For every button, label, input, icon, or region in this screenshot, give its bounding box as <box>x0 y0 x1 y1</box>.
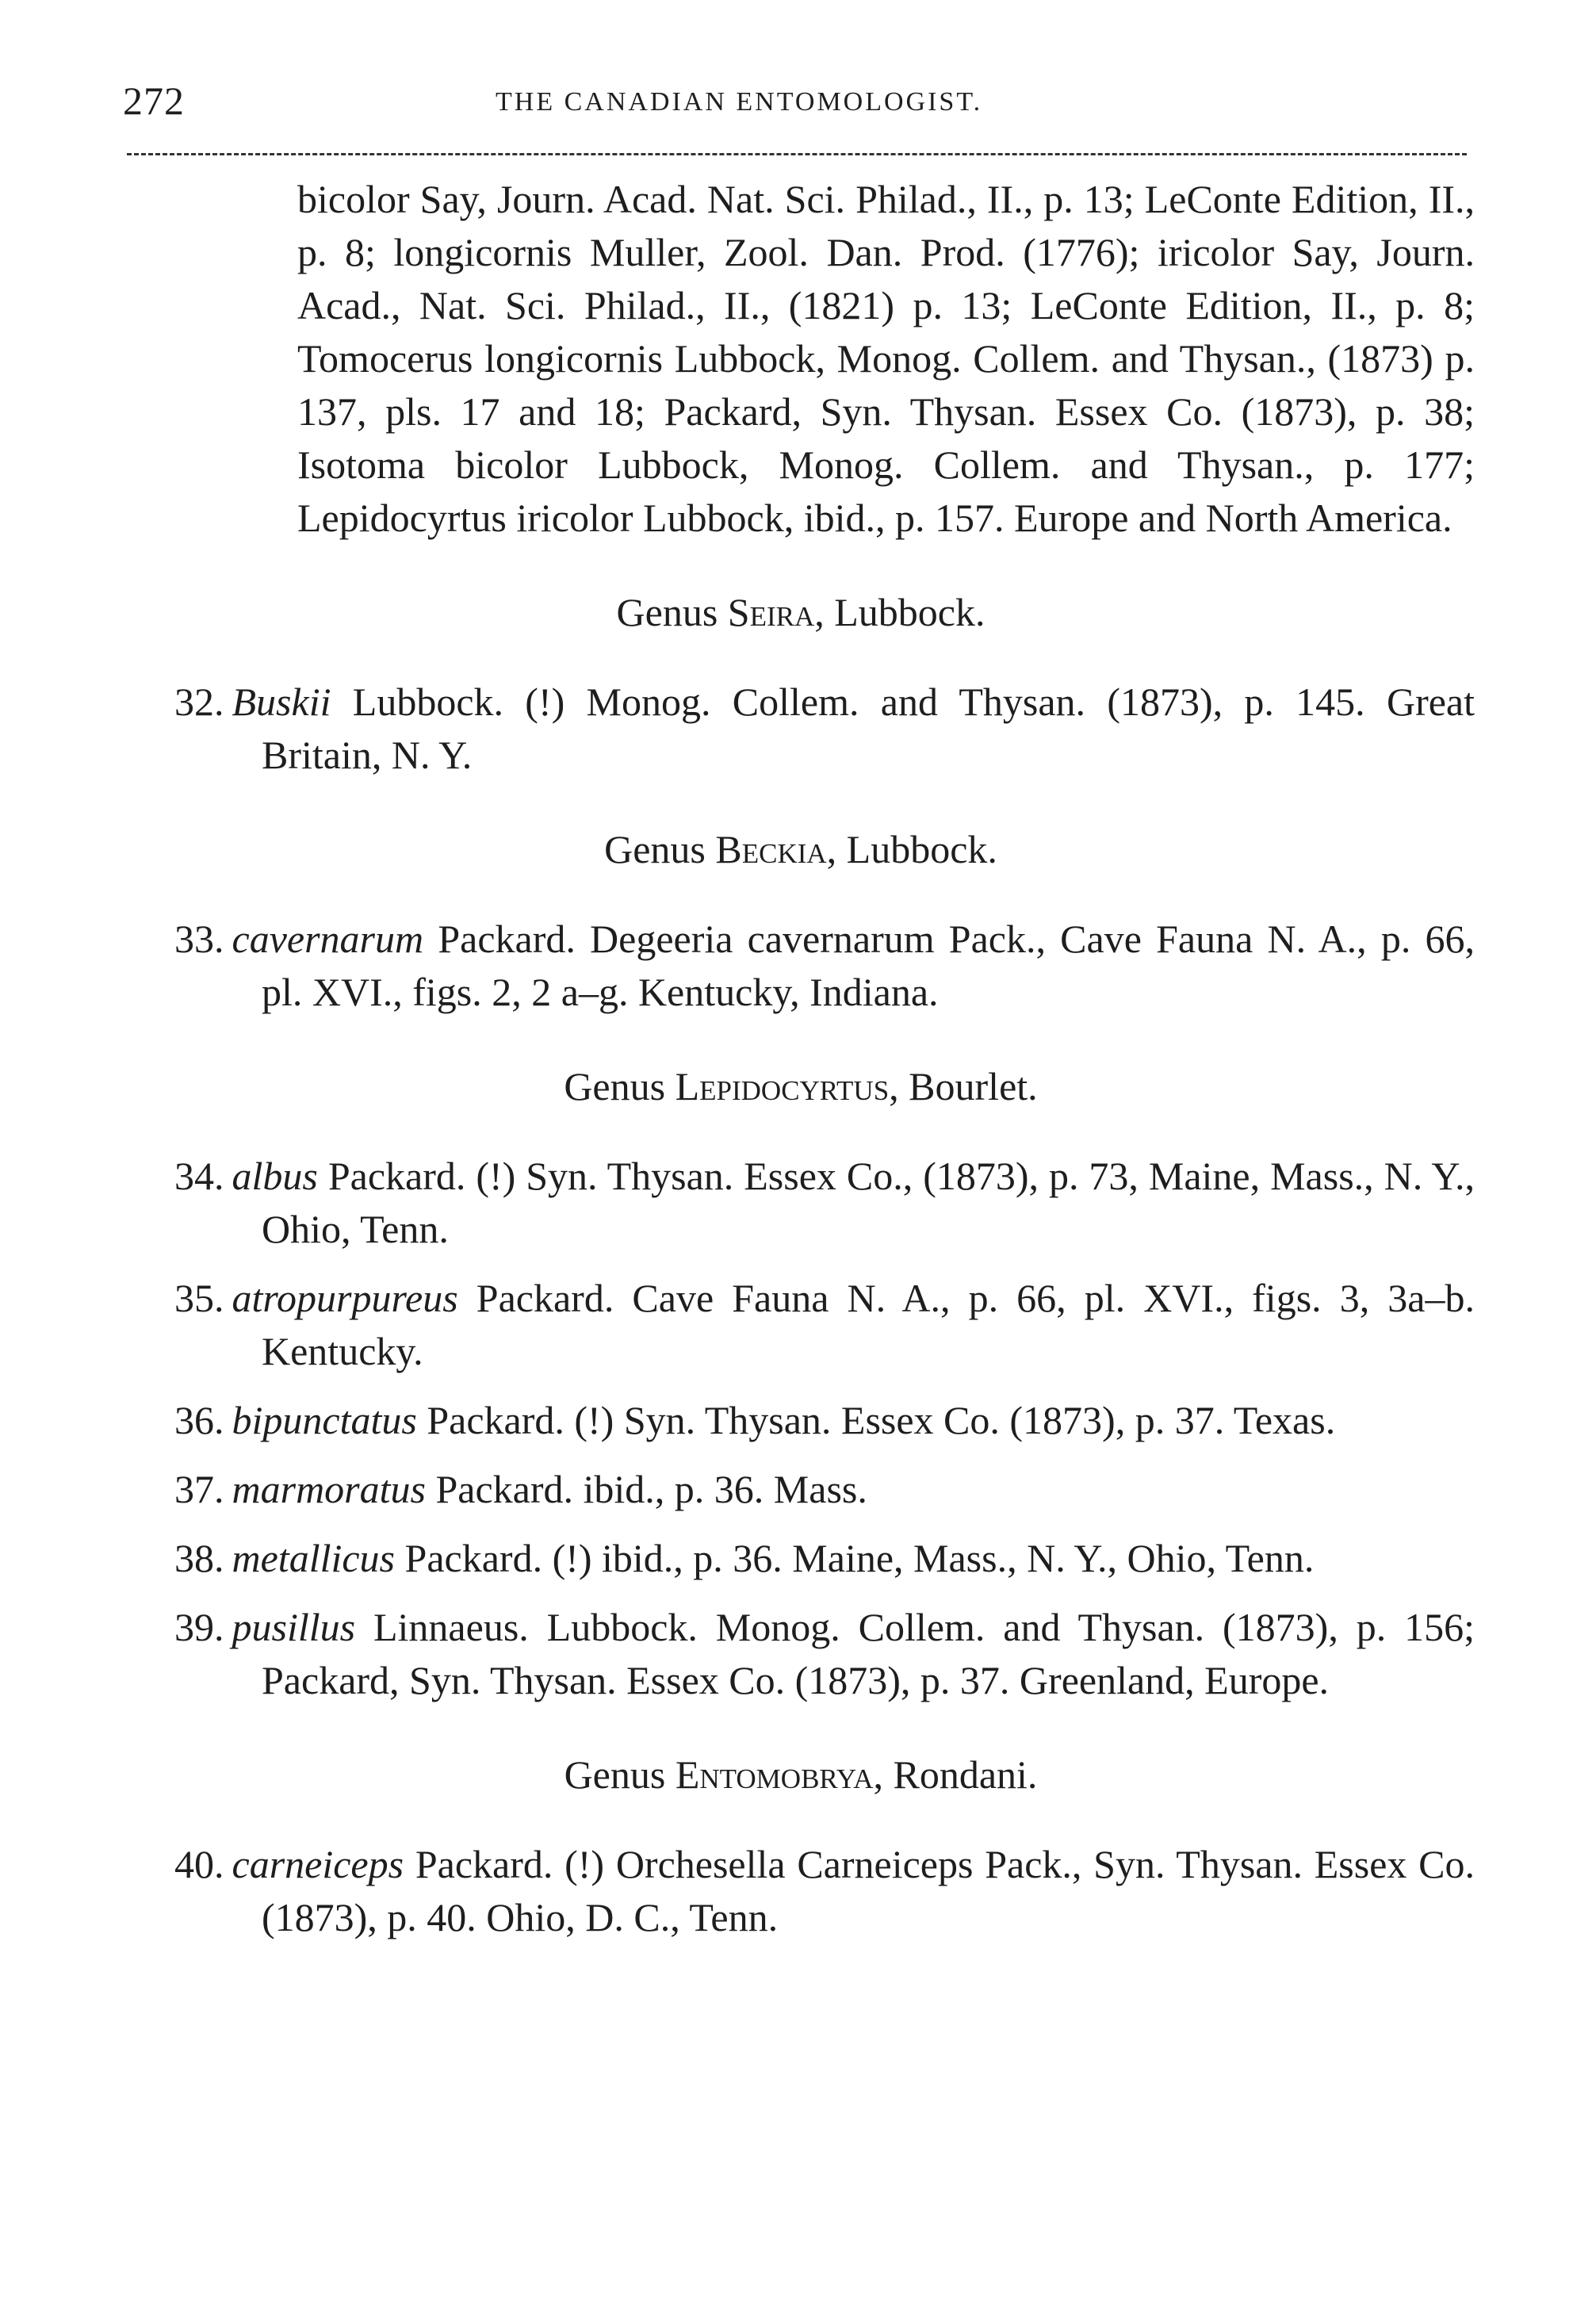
entry-text: Packard. (!) Syn. Thysan. Essex Co. (1873), p. 37. Texas. <box>427 1398 1336 1442</box>
entry-text: Packard. (!) Orchesella Carneiceps Pack., Syn. Thysan. Essex Co. (1873), p. 40. Ohio, D. C., Tenn. <box>262 1842 1475 1939</box>
genus-heading-lepidocyrtus: Genus Lepidocyrtus, Bourlet. <box>564 1064 1038 1108</box>
running-title: THE CANADIAN ENTOMOLOGIST. <box>496 87 983 117</box>
species-entry <box>127 1150 1475 1256</box>
entry-number: 36. <box>174 1398 224 1442</box>
entry-number: 35. <box>174 1276 224 1320</box>
genus-heading-seira: Genus Seira, Lubbock. <box>616 590 986 634</box>
species-entry <box>127 1601 1475 1707</box>
entry-text: Packard. (!) Syn. Thysan. Essex Co., (1873), p. 73, Maine, Mass., N. Y., Ohio, Tenn. <box>262 1154 1475 1251</box>
species-name: cavernarum <box>232 917 424 961</box>
entry-number: 33. <box>174 917 224 961</box>
genus-author: , Lubbock. <box>814 590 986 634</box>
species-name: albus <box>232 1154 318 1198</box>
entry-number: 37. <box>174 1467 224 1511</box>
genus-name: Entomobrya <box>675 1752 874 1797</box>
species-name: carneiceps <box>232 1842 404 1886</box>
species-entry <box>127 1838 1475 1944</box>
genus-author: , Bourlet. <box>889 1064 1038 1108</box>
entry-text: Packard. Cave Fauna N. A., p. 66, pl. XVI., figs. 3, 3a–b. Kentucky. <box>262 1276 1475 1373</box>
genus-name: Seira <box>727 590 815 634</box>
entry-text: Packard. ibid., p. 36. Mass. <box>435 1467 867 1511</box>
genus-heading-beckia: Genus Beckia, Lubbock. <box>604 827 997 871</box>
genus-author: , Rondani. <box>873 1752 1038 1797</box>
species-entry <box>127 1463 1475 1516</box>
page-number: 272 <box>123 78 185 123</box>
entry-text: Packard. Degeeria cavernarum Pack., Cave Fauna N. A., p. 66, pl. XVI., figs. 2, 2 a–g. Kentucky, Indiana. <box>262 917 1475 1014</box>
entry-text: Lubbock. (!) Monog. Collem. and Thysan. (1873), p. 145. Great Britain, N. Y. <box>262 680 1475 777</box>
species-entry <box>127 676 1475 782</box>
genus-heading-entomobrya: Genus Entomobrya, Rondani. <box>564 1752 1038 1797</box>
genus-name: Lepidocyrtus <box>675 1064 890 1108</box>
species-entry <box>127 1272 1475 1378</box>
species-name: atropurpureus <box>232 1276 458 1320</box>
entry-number: 34. <box>174 1154 224 1198</box>
species-name: Buskii <box>232 680 331 724</box>
species-name: metallicus <box>232 1536 396 1580</box>
continuation-paragraph: bicolor Say, Journ. Acad. Nat. Sci. Philad., II., p. 13; LeConte Edition, II., p. 8; longicornis Muller, Zool. Dan. Prod. (1776); iricolor Say, Journ. Acad., Nat. Sci. Philad., II., (1821) p. 13; LeConte Edition, II., p. 8; Tomocerus longicornis Lubbock, Monog. Collem. and Thysan., (1873) p. 137, pls. 17 and 18; Packard, Syn. Thysan. Essex Co. (1873), p. 38; Isotoma bicolor Lubbock, Monog. Collem. and Thysan., p. 177; Lepidocyrtus iricolor Lubbock, ibid., p. 157. Europe and North America. <box>297 177 1475 540</box>
species-name: bipunctatus <box>232 1398 417 1442</box>
species-entry <box>127 1532 1475 1585</box>
genus-name: Beckia <box>715 827 827 871</box>
entry-number: 38. <box>174 1536 224 1580</box>
entry-number: 40. <box>174 1842 224 1886</box>
species-entry <box>127 913 1475 1019</box>
entry-number: 32. <box>174 680 224 724</box>
genus-author: , Lubbock. <box>826 827 997 871</box>
page-header <box>123 78 1471 141</box>
entry-number: 39. <box>174 1605 224 1649</box>
entry-text: Packard. (!) ibid., p. 36. Maine, Mass., N. Y., Ohio, Tenn. <box>404 1536 1315 1580</box>
species-name: pusillus <box>232 1605 356 1649</box>
species-entry <box>127 1394 1475 1447</box>
entry-text: Linnaeus. Lubbock. Monog. Collem. and Thysan. (1873), p. 156; Packard, Syn. Thysan. Essex Co. (1873), p. 37. Greenland, Europe. <box>262 1605 1475 1702</box>
header-rule <box>127 153 1467 155</box>
species-name: marmoratus <box>232 1467 426 1511</box>
page-body <box>127 173 1475 1960</box>
